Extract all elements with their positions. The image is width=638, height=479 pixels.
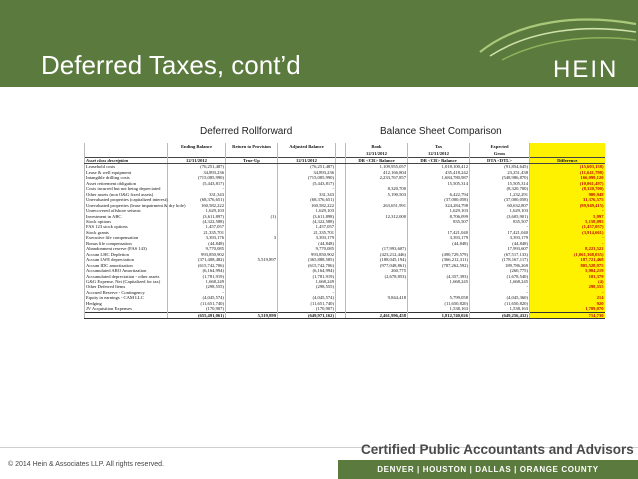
value-cell: Ending Balance bbox=[168, 143, 226, 150]
difference-cell: 31,376,575 bbox=[530, 197, 605, 202]
row-label-cell: G&G Expense, Net (Capitalized for tax) bbox=[85, 279, 168, 284]
value-cell: (5,443,817) bbox=[278, 181, 336, 186]
row-label-cell: Other assets (non O&G fixed assets) bbox=[85, 192, 168, 197]
difference-cell: 1,709,070 bbox=[530, 306, 605, 312]
value-cell: Book bbox=[346, 143, 408, 150]
value-cell: (44,848) bbox=[470, 241, 530, 246]
value-cell: (298,555) bbox=[278, 284, 336, 289]
slide-title: Deferred Taxes, cont’d bbox=[41, 50, 301, 80]
difference-cell: - bbox=[530, 241, 605, 246]
table-row bbox=[85, 312, 605, 318]
row-label-cell: Lease & well equipment bbox=[85, 170, 168, 175]
value-cell: 34,893,236 bbox=[168, 170, 226, 175]
value-cell: (178,167,117) bbox=[470, 257, 530, 262]
row-label-cell: Executive life compensation bbox=[85, 235, 168, 240]
row-label-cell: Other Deferred Items bbox=[85, 284, 168, 289]
value-cell: 15,505,314 bbox=[470, 181, 530, 186]
value-cell: (787,262,592) bbox=[408, 263, 470, 268]
value-cell: 17,421,040 bbox=[408, 230, 470, 235]
value-cell: DR <CR> Balance bbox=[408, 158, 470, 164]
value-cell: (715,085,990) bbox=[168, 175, 226, 180]
value-cell: 21,335,701 bbox=[278, 230, 336, 235]
value-cell: 21,335,701 bbox=[168, 230, 226, 235]
value-cell: (365,888,585) bbox=[278, 257, 336, 262]
difference-cell: 900,948 bbox=[530, 192, 605, 197]
row-label-cell bbox=[85, 312, 168, 318]
value-cell: 1,684,780,987 bbox=[408, 175, 470, 180]
value-cell: Tax bbox=[408, 143, 470, 150]
value-cell: (4,045,574) bbox=[168, 295, 226, 300]
value-cell: (44,848) bbox=[278, 241, 336, 246]
value-cell: DTA <DTL> bbox=[470, 158, 530, 164]
value-cell: (490,729,579) bbox=[408, 252, 470, 257]
value-cell: - bbox=[168, 186, 226, 191]
difference-cell bbox=[530, 150, 605, 158]
value-cell: Return to Provision bbox=[226, 143, 278, 150]
value-cell: 3,393,179 bbox=[470, 235, 530, 240]
row-label-cell bbox=[85, 143, 168, 150]
difference-cell: 5,997 bbox=[530, 214, 605, 219]
value-cell bbox=[336, 312, 346, 318]
value-cell: (17,993,607) bbox=[346, 246, 408, 251]
value-cell: 60,632,807 bbox=[470, 203, 530, 208]
row-label-cell: Equity in earnings - CAM LLC bbox=[85, 295, 168, 300]
value-cell: - bbox=[470, 224, 530, 229]
value-cell: 160,582,222 bbox=[168, 203, 226, 208]
value-cell: 324,284,798 bbox=[408, 203, 470, 208]
value-cell: 2,233,767,857 bbox=[346, 175, 408, 180]
difference-cell: (4) bbox=[530, 279, 605, 284]
value-cell: 3,393,179 bbox=[408, 235, 470, 240]
difference-cell: (1,061,368,035) bbox=[530, 252, 605, 257]
row-label-cell: Leasehold costs bbox=[85, 164, 168, 170]
value-cell: 993,850,902 bbox=[278, 252, 336, 257]
value-cell: 5,190,503 bbox=[346, 192, 408, 197]
value-cell bbox=[278, 150, 336, 158]
value-cell: 6,422,794 bbox=[408, 192, 470, 197]
firm-tagline: Certified Public Accountants and Advisors bbox=[361, 442, 634, 457]
value-cell: 160,582,222 bbox=[278, 203, 336, 208]
value-cell: 835,507 bbox=[470, 219, 530, 224]
value-cell: (37,000,058) bbox=[470, 197, 530, 202]
row-label-cell: Unevaluated properties (lease impairment & dry hole) bbox=[86, 202, 186, 208]
value-cell: 1,109,955,057 bbox=[346, 164, 408, 170]
value-cell: 3 bbox=[226, 235, 278, 240]
difference-cell: 714,730 bbox=[530, 312, 605, 318]
value-cell: 1,232,291 bbox=[470, 192, 530, 197]
value-cell: 12/31/2012 bbox=[408, 150, 470, 158]
row-label-cell: Accum LWE depreciation bbox=[85, 257, 168, 262]
value-cell: 1,018,100,412 bbox=[408, 164, 470, 170]
row-label-cell: Hedging bbox=[85, 301, 168, 306]
row-label-cell: Asset retirement obligation bbox=[85, 181, 168, 186]
row-label-cell: Intangible drilling costs bbox=[85, 175, 168, 180]
value-cell: 1,629,103 bbox=[470, 208, 530, 213]
value-cell: Expected bbox=[470, 143, 530, 150]
value-cell: 1,668,249 bbox=[168, 279, 226, 284]
value-cell: 5,519,899 bbox=[226, 312, 278, 318]
value-cell: (6,164,994) bbox=[278, 268, 336, 273]
difference-cell: 298,555 bbox=[530, 284, 605, 289]
value-cell: (44,848) bbox=[168, 241, 226, 246]
value-cell: 1,629,103 bbox=[408, 208, 470, 213]
section-label-balance-sheet: Balance Sheet Comparison bbox=[380, 126, 502, 137]
value-cell: 8,706,099 bbox=[408, 214, 470, 219]
value-cell: (715,085,990) bbox=[278, 175, 336, 180]
difference-cell: (3,914,661) bbox=[530, 230, 605, 235]
table-header-row bbox=[85, 143, 605, 150]
value-cell: 993,850,902 bbox=[168, 252, 226, 257]
difference-cell: (10,061,497) bbox=[530, 181, 605, 186]
value-cell: 12/31/2012 bbox=[346, 150, 408, 158]
value-cell: 1,812,740,026 bbox=[408, 312, 470, 318]
value-cell: (1,678,540) bbox=[470, 274, 530, 279]
value-cell: 435,418,242 bbox=[408, 170, 470, 175]
copyright-notice: © 2014 Hein & Associates LLP. All rights reserved. bbox=[8, 461, 165, 468]
row-label-cell: Unevaluated properties (capitalized interest) bbox=[86, 197, 168, 203]
value-cell: (76,251,487) bbox=[168, 164, 226, 170]
value-cell: (68,376,651) bbox=[168, 197, 226, 202]
value-cell: DR <CR> Balance bbox=[346, 158, 408, 164]
value-cell: (5,443,817) bbox=[168, 181, 226, 186]
difference-cell: 5,904,219 bbox=[530, 268, 605, 273]
difference-cell: 214 bbox=[530, 295, 605, 300]
value-cell: (615,742,706) bbox=[278, 263, 336, 268]
value-cell: 1,668,245 bbox=[408, 279, 470, 284]
value-cell: 331,343 bbox=[278, 192, 336, 197]
value-cell: (6,164,994) bbox=[168, 268, 226, 273]
value-cell bbox=[168, 150, 226, 158]
value-cell: (11,651,740) bbox=[168, 301, 226, 306]
value-cell: (188,045,194) bbox=[346, 257, 408, 262]
value-cell bbox=[336, 150, 346, 158]
row-label-cell: Stock options bbox=[85, 219, 168, 224]
difference-cell: 805,528,975 bbox=[530, 263, 605, 268]
value-cell: 331,343 bbox=[168, 192, 226, 197]
brand-logo-text: HEIN bbox=[553, 56, 619, 83]
value-cell: (655,491,061) bbox=[168, 312, 226, 318]
value-cell: (170,907) bbox=[278, 306, 336, 312]
difference-cell: 920 bbox=[530, 301, 605, 306]
value-cell: 15,505,314 bbox=[408, 181, 470, 186]
value-cell: (3,611,898) bbox=[278, 214, 336, 219]
row-label-cell: Investment in ABC bbox=[85, 214, 168, 219]
value-cell: 1,538,163 bbox=[408, 306, 470, 312]
row-label-cell bbox=[85, 150, 168, 158]
value-cell: (1,781,919) bbox=[278, 274, 336, 279]
value-cell: 8,320,700 bbox=[346, 186, 408, 191]
value-cell: (170,907) bbox=[168, 306, 226, 312]
row-label-cell: Costs incurred but not being depreciated bbox=[85, 186, 168, 191]
value-cell: 263,651,991 bbox=[346, 203, 408, 208]
value-cell: (298,555) bbox=[168, 284, 226, 289]
row-label-cell: Stock grants bbox=[85, 230, 168, 235]
value-cell bbox=[336, 143, 346, 150]
row-label-cell: JV Acquisition Expenses bbox=[85, 306, 168, 312]
row-label-cell: Asset class description bbox=[85, 158, 168, 164]
row-label-cell: Accum LHC Depletion bbox=[85, 252, 168, 257]
value-cell: 12/31/2012 bbox=[168, 158, 226, 164]
value-cell: 17,993,607 bbox=[470, 246, 530, 251]
value-cell: 1,668,249 bbox=[278, 279, 336, 284]
difference-cell: (1,457,057) bbox=[530, 224, 605, 229]
value-cell: 9,770,085 bbox=[278, 246, 336, 251]
difference-cell: - bbox=[530, 290, 605, 295]
row-label-cell: Abandonment reserve (FAS 143) bbox=[85, 246, 168, 251]
value-cell: 12,312,000 bbox=[346, 214, 408, 219]
value-cell: 2,461,996,458 bbox=[346, 312, 408, 318]
value-cell: 12/31/2012 bbox=[278, 158, 336, 164]
value-cell: 1,629,103 bbox=[278, 208, 336, 213]
difference-cell: 187,721,468 bbox=[530, 257, 605, 262]
value-cell: 189,786,269 bbox=[470, 263, 530, 268]
value-cell: 1,457,057 bbox=[168, 224, 226, 229]
value-cell: (44,848) bbox=[408, 241, 470, 246]
row-label-cell: Accumulated depreciation - other assets bbox=[85, 274, 168, 279]
value-cell: True-Up bbox=[226, 158, 278, 164]
value-cell: (67,517,133) bbox=[470, 252, 530, 257]
value-cell: (11,650,820) bbox=[408, 301, 470, 306]
value-cell: 1,668,245 bbox=[470, 279, 530, 284]
value-cell: 9,844,418 bbox=[346, 295, 408, 300]
value-cell: - bbox=[470, 290, 530, 295]
difference-cell bbox=[530, 143, 605, 150]
value-cell: 412,166,804 bbox=[346, 170, 408, 175]
row-label-cell: Accumulated ARO Amortization bbox=[85, 268, 168, 273]
value-cell: - bbox=[278, 186, 336, 191]
difference-cell: (8,320,700) bbox=[530, 186, 605, 191]
value-cell: (2,678,853) bbox=[346, 274, 408, 279]
value-cell: 5,799,058 bbox=[408, 295, 470, 300]
value-cell: (4,322,588) bbox=[168, 219, 226, 224]
table-header-row bbox=[85, 150, 605, 158]
value-cell: (423,212,446) bbox=[346, 252, 408, 257]
value-cell: (366,212,311) bbox=[408, 257, 470, 262]
value-cell: (260,775) bbox=[470, 268, 530, 273]
value-cell: (11,651,740) bbox=[278, 301, 336, 306]
value-cell: (4,045,360) bbox=[470, 295, 530, 300]
value-cell: - bbox=[278, 290, 336, 295]
value-cell: 17,421,040 bbox=[470, 230, 530, 235]
row-label-cell: Accum IDC amortization bbox=[85, 263, 168, 268]
value-cell: (4,357,393) bbox=[408, 274, 470, 279]
difference-cell: (11,641,798) bbox=[530, 170, 605, 175]
value-cell: (371,408,482) bbox=[168, 257, 226, 262]
value-cell: (977,048,861) bbox=[346, 263, 408, 268]
value-cell: 1,457,057 bbox=[278, 224, 336, 229]
value-cell: (548,986,870) bbox=[470, 175, 530, 180]
difference-cell: - bbox=[530, 208, 605, 213]
value-cell: 5,519,897 bbox=[226, 257, 278, 262]
difference-cell: 166,099,120 bbox=[530, 175, 605, 180]
value-cell: (1) bbox=[226, 214, 278, 219]
value-cell: (615,742,706) bbox=[168, 263, 226, 268]
row-label-cell: Accrued Reserve - Contingency bbox=[85, 290, 168, 295]
difference-cell: 8,223,522 bbox=[530, 246, 605, 251]
row-label-cell: Unrecovered offshore seismic bbox=[85, 208, 168, 213]
value-cell: - bbox=[470, 284, 530, 289]
difference-cell: (15,603,158) bbox=[530, 164, 605, 170]
value-cell: (68,376,651) bbox=[278, 197, 336, 202]
value-cell: 835,507 bbox=[408, 219, 470, 224]
office-cities: DENVER | HOUSTON | DALLAS | ORANGE COUNTY bbox=[338, 460, 638, 479]
value-cell: Adjusted Balance bbox=[278, 143, 336, 150]
value-cell: (4,322,588) bbox=[278, 219, 336, 224]
deferred-tax-table bbox=[84, 143, 604, 447]
value-cell: 1,538,163 bbox=[470, 306, 530, 312]
section-label-rollforward: Deferred Rollforward bbox=[200, 126, 293, 137]
difference-cell: - bbox=[530, 235, 605, 240]
value-cell: (3,605,901) bbox=[470, 214, 530, 219]
difference-cell: 103,379 bbox=[530, 274, 605, 279]
value-cell: 3,393,179 bbox=[278, 235, 336, 240]
value-cell: (37,000,058) bbox=[408, 197, 470, 202]
value-cell: (76,251,487) bbox=[278, 164, 336, 170]
difference-cell: 5,158,095 bbox=[530, 219, 605, 224]
value-cell: 3,393,176 bbox=[168, 235, 226, 240]
value-cell: 1,629,103 bbox=[168, 208, 226, 213]
value-cell: (649,256,432) bbox=[470, 312, 530, 318]
value-cell: Gross bbox=[470, 150, 530, 158]
row-label-cell: FAS 123 stock options bbox=[85, 224, 168, 229]
difference-cell: Difference bbox=[530, 158, 605, 164]
value-cell: (649,971,162) bbox=[278, 312, 336, 318]
value-cell: (3,611,897) bbox=[168, 214, 226, 219]
row-label-cell: Bonus life compensation bbox=[85, 241, 168, 246]
value-cell: 260,775 bbox=[346, 268, 408, 273]
value-cell: - bbox=[168, 290, 226, 295]
value-cell: 23,251,438 bbox=[470, 170, 530, 175]
value-cell: (1,781,919) bbox=[168, 274, 226, 279]
value-cell: (11,650,820) bbox=[470, 301, 530, 306]
value-cell: (91,854,645) bbox=[470, 164, 530, 170]
difference-cell: (99,949,415) bbox=[530, 203, 605, 208]
value-cell: 9,770,085 bbox=[168, 246, 226, 251]
value-cell bbox=[226, 150, 278, 158]
value-cell: 34,893,236 bbox=[278, 170, 336, 175]
value-cell: (8,320,700) bbox=[470, 186, 530, 191]
value-cell: (4,045,574) bbox=[278, 295, 336, 300]
